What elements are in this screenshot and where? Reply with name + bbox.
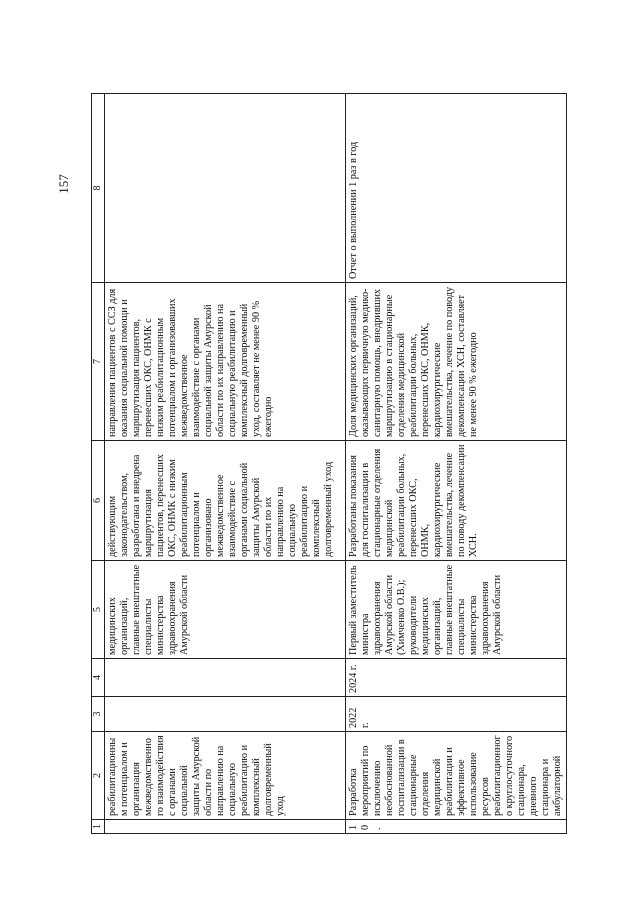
table-row <box>105 94 346 834</box>
result-cell: Разработаны показания для госпитализации в стационарные отделения медицинской реабилитации больных, перенесших ОКС, ОНМК, кардиохирургические вмешательства, лечение по поводу декомпенсации ХСН. <box>346 441 567 561</box>
measure-cell: реабилитационным потенциалом и организация межведомственного взаимодействия с органами социальной защиты Амурской области по направлению на социальную реабилитацию и комплексный долговременный уход <box>105 732 346 820</box>
control-cell: Отчет о выполнении 1 раз в год <box>346 94 567 283</box>
row-number-cell: 10. <box>346 820 567 834</box>
row-number-cell <box>105 820 346 834</box>
header-cell: 2 <box>92 732 105 820</box>
end-date-cell <box>105 659 346 697</box>
page-number: 157 <box>56 174 71 194</box>
indicator-cell: Доля медицинских организаций, оказывающих первичную медико-санитарную помощь, внедривших маршрутизацию в стационарные отделения медицинской реабилитации больных, перенесших ОКС, ОНМК, кардиохирургические вмешательства, лечение по поводу декомпенсации ХСН, составляет не менее 90 % ежегодно <box>346 283 567 441</box>
end-date-cell: 2024 г. <box>346 659 567 697</box>
start-date-cell <box>105 697 346 732</box>
plan-table <box>91 93 567 834</box>
header-cell: 8 <box>92 94 105 283</box>
header-cell: 7 <box>92 283 105 441</box>
header-cell: 1 <box>92 820 105 834</box>
table-container <box>91 94 563 834</box>
header-cell: 6 <box>92 441 105 561</box>
measure-cell: Разработка мероприятий по исключению необоснованной госпитализации в стационарные отделения медицинской реабилитации и эффективное использование ресурсов реабилитационного круглосуточного стационара, дневного стационара и амбулаторной <box>346 732 567 820</box>
table-header-row <box>92 94 105 834</box>
responsible-cell: Первый заместитель министра здравоохранения Амурской области (Химченко О.В.); руководители медицинских организаций, главные внештатные специалисты министерства здравоохранения Амурской области <box>346 561 567 659</box>
header-cell: 4 <box>92 659 105 697</box>
responsible-cell: медицинских организаций, главные внештатные специалисты министерства здравоохранения Амурской области <box>105 561 346 659</box>
header-cell: 3 <box>92 697 105 732</box>
header-cell: 5 <box>92 561 105 659</box>
control-cell <box>105 94 346 283</box>
table-row <box>346 94 567 834</box>
result-cell: действующим законодательством, разработана и внедрена маршрутизация пациентов, перенесших ОКС, ОНМК с низким реабилитационным потенциалом и организовано межведомственное взаимодействие с органами социальной защиты Амурской области по их направлению на социальную реабилитацию и комплексный долговременный уход <box>105 441 346 561</box>
indicator-cell: направления пациентов с ССЗ для оказания социальной помощи и маршрутизация пациентов, перенесших ОКС, ОНМК с низким реабилитационным потенциалом и организовавших межведомственное взаимодействие с органами социальной защиты Амурской области по их направлению на социальную реабилитацию и комплексный долговременный уход, составляет не менее 90 % ежегодно <box>105 283 346 441</box>
start-date-cell: 2022 г. <box>346 697 567 732</box>
